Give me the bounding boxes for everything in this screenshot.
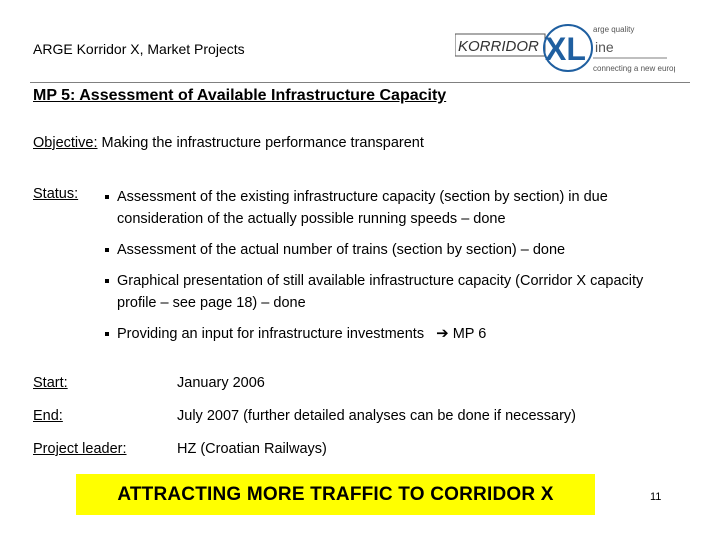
end-label: End:	[33, 408, 63, 424]
status-item	[105, 239, 675, 261]
bullet-icon	[105, 332, 109, 336]
start-label: Start:	[33, 375, 68, 391]
project-leader-label: Project leader:	[33, 441, 127, 457]
slogan-banner	[76, 474, 595, 515]
bullet-icon	[105, 279, 109, 283]
status-item-text: Providing an input for infrastructure investments	[117, 326, 425, 342]
logo-tagline-bottom: connecting a new europe	[593, 64, 675, 73]
bullet-icon	[105, 248, 109, 252]
status-item	[105, 323, 675, 345]
logo-tagline-top: arge quality	[593, 25, 635, 34]
slogan-text: ATTRACTING MORE TRAFFIC TO CORRIDOR X	[117, 483, 554, 505]
korridor-xl-logo	[455, 20, 675, 76]
objective	[33, 135, 424, 151]
bullet-icon	[105, 195, 109, 199]
header-divider	[30, 82, 690, 83]
status-item-text: Assessment of the actual number of trains (section by section) – done	[117, 242, 566, 258]
status-item-text: Assessment of the existing infrastructure capacity (section by section) in due consideration of the actually possible running speeds – done	[117, 189, 608, 227]
objective-text: Making the infrastructure performance transparent	[101, 135, 424, 151]
project-leader-value: HZ (Croatian Railways)	[177, 441, 327, 457]
arrow-right-icon: ➔	[436, 325, 449, 342]
arrow-target: MP 6	[452, 326, 487, 342]
status-item-text: Graphical presentation of still available infrastructure capacity (Corridor X capacity profile – see page 18) – done	[117, 273, 644, 311]
slide-title: MP 5: Assessment of Available Infrastructure Capacity	[33, 87, 447, 104]
status-list	[105, 186, 675, 354]
status-item	[105, 270, 675, 314]
end-value: July 2007 (further detailed analyses can be done if necessary)	[177, 408, 576, 424]
header-title: ARGE Korridor X, Market Projects	[33, 41, 245, 57]
objective-label: Objective:	[33, 135, 98, 151]
logo-word: KORRIDOR	[458, 38, 539, 55]
page-number: 11	[650, 491, 662, 503]
status-item	[105, 186, 675, 230]
status-label: Status:	[33, 186, 79, 202]
start-value: January 2006	[177, 375, 265, 391]
logo-line: ine	[595, 39, 614, 55]
korridor-xl-logo-graphic	[455, 20, 675, 76]
logo-xl: XL	[545, 31, 586, 67]
